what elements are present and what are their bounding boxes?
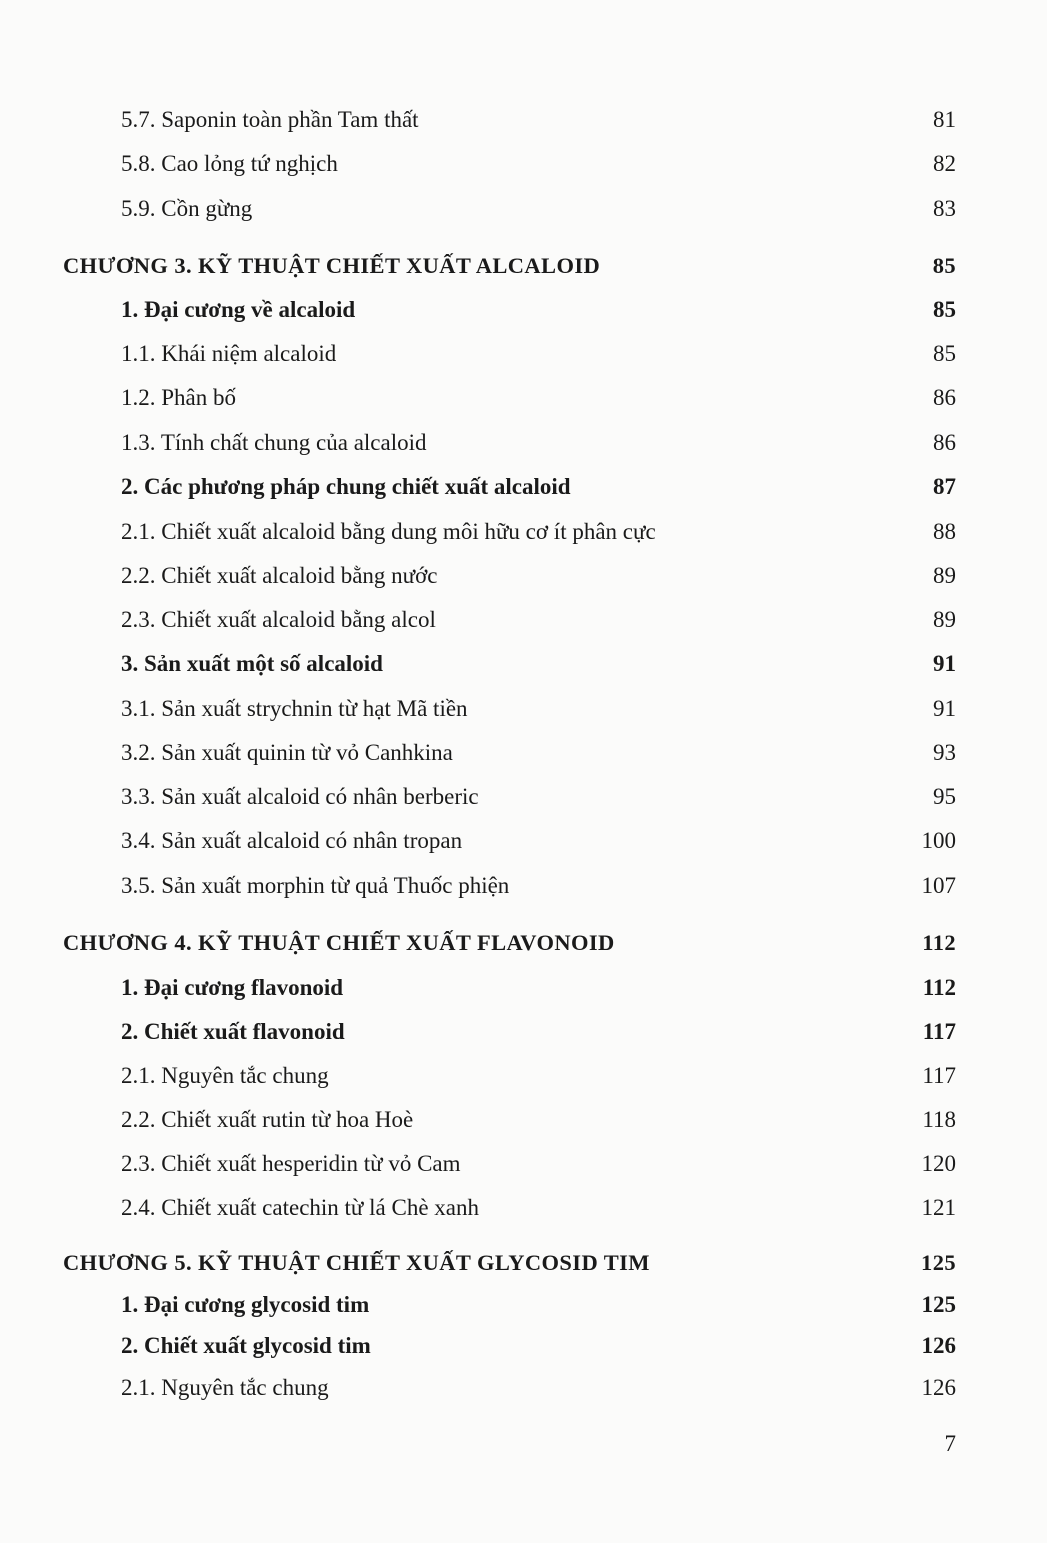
- toc-entry-title: 3.5. Sản xuất morphin từ quả Thuốc phiện: [121, 873, 510, 898]
- toc-entry-page-number: 89: [933, 563, 956, 588]
- toc-entry-title: 2.2. Chiết xuất alcaloid bằng nước: [121, 563, 438, 588]
- toc-entry-page-number: 117: [922, 1019, 956, 1044]
- toc-entry-page-number: 118: [922, 1107, 956, 1132]
- toc-section-entry: [0, 1285, 1047, 1325]
- toc-entry-page-number: 125: [921, 1250, 956, 1275]
- toc-entry-title: 1.1. Khái niệm alcaloid: [121, 341, 337, 366]
- toc-entry-title: 2.1. Chiết xuất alcaloid bằng dung môi hữu cơ ít phân cực: [121, 519, 656, 544]
- toc-entry-title: 2.4. Chiết xuất catechin từ lá Chè xanh: [121, 1195, 480, 1220]
- toc-entry-page-number: 126: [921, 1333, 956, 1358]
- toc-entry-title: CHƯƠNG 3. KỸ THUẬT CHIẾT XUẤT ALCALOID: [63, 253, 601, 278]
- toc-subsection-entry: [0, 1100, 1047, 1140]
- toc-subsection-entry: [0, 1188, 1047, 1228]
- toc-entry-title: 2.2. Chiết xuất rutin từ hoa Hoè: [121, 1107, 414, 1132]
- toc-entry-title: 1.3. Tính chất chung của alcaloid: [121, 430, 427, 455]
- toc-subsection-entry: [0, 733, 1047, 773]
- toc-subsection-entry: [0, 821, 1047, 861]
- toc-entry-title: 1. Đại cương về alcaloid: [121, 297, 356, 322]
- toc-entry-page-number: 82: [933, 151, 956, 176]
- toc-subsection-entry: [0, 378, 1047, 418]
- toc-section-entry: [0, 968, 1047, 1008]
- toc-subsection-entry: [0, 1368, 1047, 1408]
- toc-subsection-entry: [0, 512, 1047, 552]
- toc-entry-page-number: 126: [921, 1375, 956, 1400]
- toc-entry-title: 2.1. Nguyên tắc chung: [121, 1063, 329, 1088]
- toc-subsection-entry: [0, 423, 1047, 463]
- toc-entry-page-number: 89: [933, 607, 956, 632]
- toc-entry-title: 5.8. Cao lỏng tứ nghịch: [121, 151, 338, 176]
- toc-entry-title: 3.4. Sản xuất alcaloid có nhân tropan: [121, 828, 463, 853]
- toc-entry-page-number: 121: [921, 1195, 956, 1220]
- toc-entry-page-number: 88: [933, 519, 956, 544]
- toc-subsection-entry: [0, 334, 1047, 374]
- toc-section-entry: [0, 1012, 1047, 1052]
- toc-entry-page-number: 100: [921, 828, 956, 853]
- toc-entry-title: CHƯƠNG 5. KỸ THUẬT CHIẾT XUẤT GLYCOSID TIM: [63, 1250, 650, 1275]
- toc-entry-title: 1. Đại cương flavonoid: [121, 975, 344, 1000]
- toc-section-entry: [0, 290, 1047, 330]
- toc-entry-page-number: 86: [933, 430, 956, 455]
- toc-entry-title: 2. Các phương pháp chung chiết xuất alcaloid: [121, 474, 571, 499]
- toc-section-entry: [0, 467, 1047, 507]
- toc-entry-title: 2. Chiết xuất glycosid tim: [121, 1333, 371, 1358]
- toc-entry-page-number: 95: [933, 784, 956, 809]
- toc-entry-title: 1.2. Phân bố: [121, 385, 236, 410]
- toc-chapter-entry: [0, 246, 1047, 286]
- page-number: 7: [944, 1431, 956, 1456]
- toc-entry-page-number: 117: [922, 1063, 956, 1088]
- toc-chapter-entry: [0, 923, 1047, 963]
- toc-entry-page-number: 87: [933, 474, 956, 499]
- toc-entry-title: 3.1. Sản xuất strychnin từ hạt Mã tiền: [121, 696, 468, 721]
- toc-subsection-entry: [0, 100, 1047, 140]
- toc-section-entry: [0, 644, 1047, 684]
- toc-subsection-entry: [0, 689, 1047, 729]
- toc-entry-title: 2.1. Nguyên tắc chung: [121, 1375, 329, 1400]
- toc-subsection-entry: [0, 1056, 1047, 1096]
- toc-entry-page-number: 85: [933, 297, 956, 322]
- toc-entry-page-number: 85: [932, 253, 956, 278]
- toc-entry-title: 1. Đại cương glycosid tim: [121, 1292, 370, 1317]
- toc-entry-page-number: 91: [933, 696, 956, 721]
- toc-subsection-entry: [0, 777, 1047, 817]
- toc-subsection-entry: [0, 189, 1047, 229]
- toc-entry-page-number: 120: [921, 1151, 956, 1176]
- toc-entry-page-number: 125: [921, 1292, 956, 1317]
- toc-entry-page-number: 91: [933, 651, 956, 676]
- toc-entry-page-number: 86: [933, 385, 956, 410]
- toc-entry-title: 2. Chiết xuất flavonoid: [121, 1019, 345, 1044]
- toc-entry-title: CHƯƠNG 4. KỸ THUẬT CHIẾT XUẤT FLAVONOID: [63, 930, 615, 955]
- toc-entry-page-number: 107: [921, 873, 956, 898]
- toc-entry-page-number: 112: [922, 975, 956, 1000]
- toc-entry-page-number: 112: [922, 930, 956, 955]
- toc-entry-title: 2.3. Chiết xuất hesperidin từ vỏ Cam: [121, 1151, 461, 1176]
- toc-subsection-entry: [0, 556, 1047, 596]
- toc-entry-title: 3.2. Sản xuất quinin từ vỏ Canhkina: [121, 740, 453, 765]
- toc-entry-title: 2.3. Chiết xuất alcaloid bằng alcol: [121, 607, 436, 632]
- toc-chapter-entry: [0, 1243, 1047, 1283]
- toc-entry-page-number: 83: [933, 196, 956, 221]
- toc-entry-title: 3.3. Sản xuất alcaloid có nhân berberic: [121, 784, 479, 809]
- toc-entry-title: 5.7. Saponin toàn phần Tam thất: [121, 107, 419, 132]
- toc-entry-page-number: 85: [933, 341, 956, 366]
- toc-subsection-entry: [0, 866, 1047, 906]
- toc-entry-page-number: 93: [933, 740, 956, 765]
- toc-entry-page-number: 81: [933, 107, 956, 132]
- toc-subsection-entry: [0, 1144, 1047, 1184]
- toc-subsection-entry: [0, 144, 1047, 184]
- toc-subsection-entry: [0, 600, 1047, 640]
- toc-entry-title: 5.9. Cồn gừng: [121, 196, 253, 221]
- toc-section-entry: [0, 1326, 1047, 1366]
- toc-entry-title: 3. Sản xuất một số alcaloid: [121, 651, 383, 676]
